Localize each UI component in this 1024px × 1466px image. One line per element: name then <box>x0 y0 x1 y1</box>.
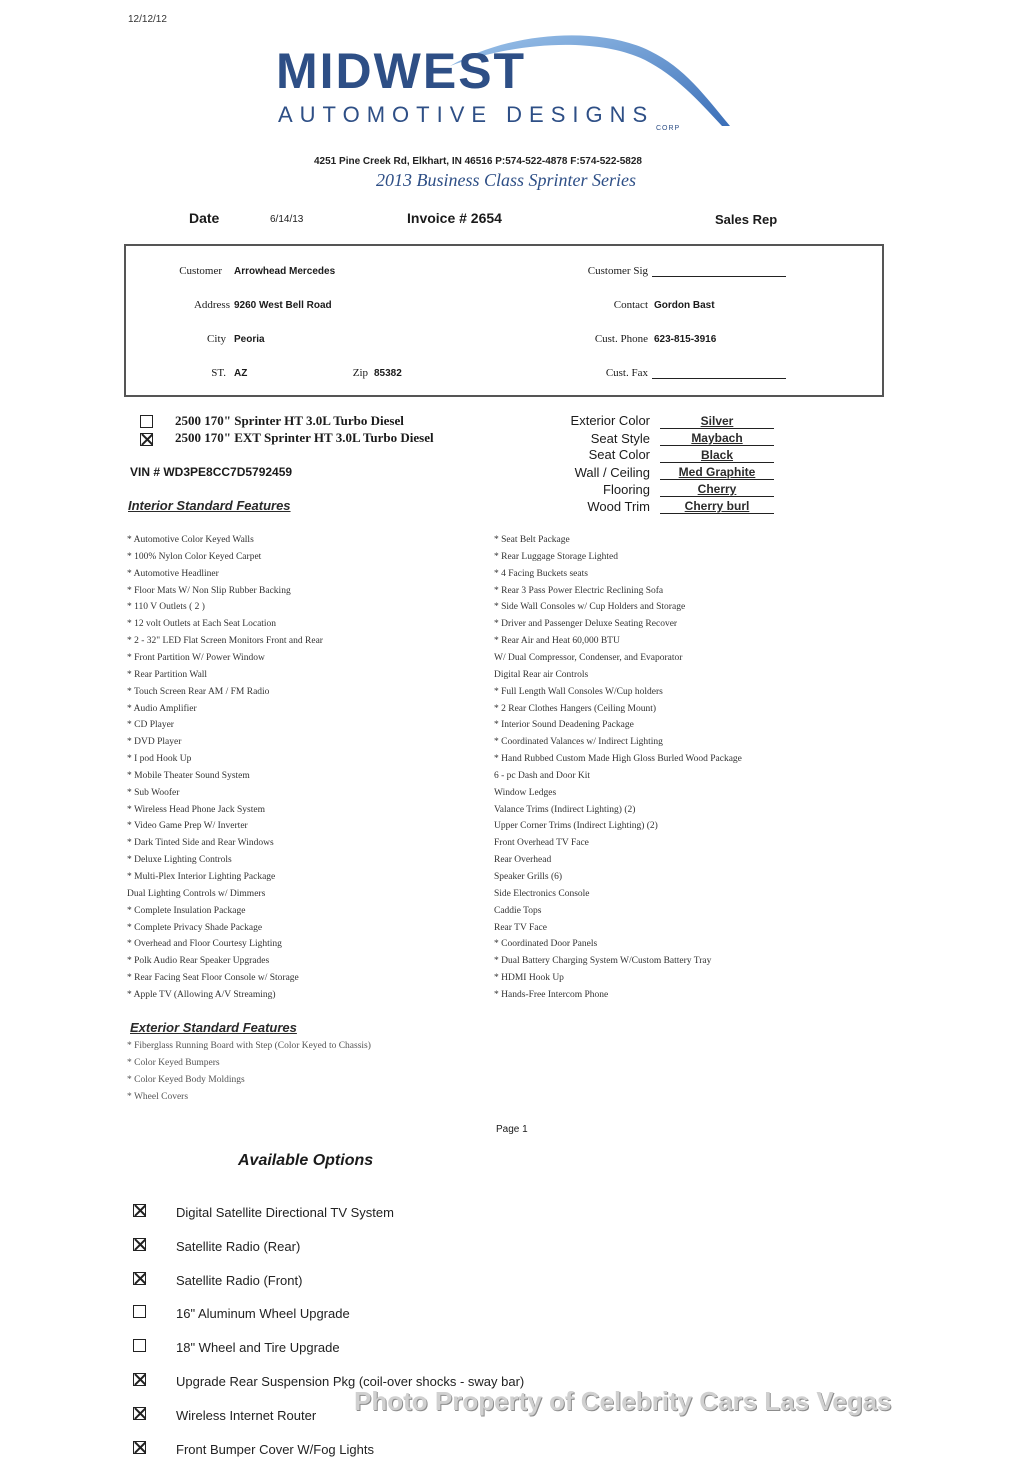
contact-label: Contact <box>613 299 648 311</box>
option-checkbox[interactable] <box>133 1272 146 1285</box>
interior-feature-item: * Rear Facing Seat Floor Console w/ Storage <box>127 973 299 984</box>
date-value: 6/14/13 <box>270 214 304 225</box>
interior-feature-item: Front Overhead TV Face <box>494 838 589 849</box>
exterior-feature-item: * Color Keyed Body Moldings <box>127 1075 245 1085</box>
option-label: 18" Wheel and Tire Upgrade <box>176 1340 340 1355</box>
interior-feature-item: 6 - pc Dash and Door Kit <box>494 770 591 781</box>
option-label: Upgrade Rear Suspension Pkg (coil-over shocks - sway bar) <box>176 1374 525 1389</box>
print-date: 12/12/12 <box>128 14 167 25</box>
interior-feature-item: * Video Game Prep W/ Inverter <box>127 821 248 832</box>
interior-feature-item: * Full Length Wall Consoles W/Cup holders <box>494 686 663 697</box>
interior-feature-item: * Driver and Passenger Deluxe Seating Recover <box>494 619 678 630</box>
wood-trim-label: Wood Trim <box>587 499 650 514</box>
interior-feature-item: * Overhead and Floor Courtesy Lighting <box>127 939 282 950</box>
company-address: 4251 Pine Creek Rd, Elkhart, IN 46516 P:574-522-4878 F:574-522-5828 <box>314 156 642 167</box>
interior-feature-item: W/ Dual Compressor, Condenser, and Evaporator <box>494 652 683 663</box>
interior-feature-item: * Coordinated Door Panels <box>494 939 598 950</box>
fax-line[interactable] <box>652 368 786 379</box>
interior-feature-item: * Sub Woofer <box>127 787 180 798</box>
interior-feature-item: * Deluxe Lighting Controls <box>127 855 232 866</box>
interior-feature-item: * 4 Facing Buckets seats <box>494 568 588 579</box>
option-checkbox[interactable] <box>133 1305 146 1318</box>
watermark: Photo Property of Celebrity Cars Las Vegas <box>354 1386 892 1416</box>
seat-style-label: Seat Style <box>590 431 650 446</box>
interior-section-title: Interior Standard Features <box>128 498 291 513</box>
phone-label: Cust. Phone <box>594 333 648 345</box>
customer-label: Customer <box>179 265 222 277</box>
interior-feature-item: * Hand Rubbed Custom Made High Gloss Burled Wood Package <box>494 754 742 765</box>
interior-feature-item: Window Ledges <box>494 787 557 798</box>
model-1-checkbox[interactable] <box>140 415 153 428</box>
sales-rep-label: Sales Rep <box>715 212 778 227</box>
exterior-feature-item: * Wheel Covers <box>127 1092 189 1102</box>
option-checkbox[interactable] <box>133 1441 146 1454</box>
interior-feature-item: Rear Overhead <box>494 855 552 866</box>
city-label: City <box>207 333 226 345</box>
contact-value: Gordon Bast <box>654 300 715 311</box>
interior-feature-item: * I pod Hook Up <box>127 754 192 765</box>
interior-feature-item: * Rear Partition Wall <box>127 669 208 680</box>
option-checkbox[interactable] <box>133 1204 146 1217</box>
option-checkbox[interactable] <box>133 1238 146 1251</box>
model-1-label: 2500 170" Sprinter HT 3.0L Turbo Diesel <box>175 413 404 428</box>
interior-feature-item: Digital Rear air Controls <box>494 669 589 680</box>
option-checkbox[interactable] <box>133 1339 146 1352</box>
logo-subtitle: AUTOMOTIVE DESIGNS <box>278 102 655 127</box>
interior-feature-item: * 110 V Outlets ( 2 ) <box>127 602 205 613</box>
interior-feature-item: * Rear 3 Pass Power Electric Reclining Sofa <box>494 585 664 596</box>
interior-feature-item: * Complete Insulation Package <box>127 905 246 916</box>
interior-feature-item: * Rear Air and Heat 60,000 BTU <box>494 636 620 647</box>
interior-feature-item: Caddie Tops <box>494 905 542 916</box>
invoice-number: Invoice # 2654 <box>407 210 502 226</box>
customer-value: Arrowhead Mercedes <box>234 266 336 277</box>
interior-feature-item: * Audio Amplifier <box>127 703 197 714</box>
interior-feature-item: * Complete Privacy Shade Package <box>127 922 263 933</box>
interior-feature-item: * 2 Rear Clothes Hangers (Ceiling Mount) <box>494 703 657 714</box>
flooring-label: Flooring <box>603 482 650 497</box>
interior-feature-item: Upper Corner Trims (Indirect Lighting) (2) <box>494 821 658 832</box>
address-value: 9260 West Bell Road <box>234 300 332 311</box>
phone-value: 623-815-3916 <box>654 334 717 345</box>
interior-feature-item: * Wireless Head Phone Jack System <box>127 804 265 815</box>
customer-sig-line[interactable] <box>652 266 786 277</box>
exterior-section-title: Exterior Standard Features <box>130 1020 297 1035</box>
option-label: Wireless Internet Router <box>176 1408 317 1423</box>
interior-feature-item: * 12 volt Outlets at Each Seat Location <box>127 619 277 630</box>
zip-label: Zip <box>352 367 368 379</box>
interior-feature-item: * Polk Audio Rear Speaker Upgrades <box>127 956 270 967</box>
interior-feature-item: * Interior Sound Deadening Package <box>494 720 634 731</box>
seat-color-value[interactable]: Black <box>660 448 774 463</box>
interior-feature-item: Speaker Grills (6) <box>494 872 563 882</box>
interior-feature-item: * Mobile Theater Sound System <box>127 770 250 781</box>
interior-feature-item: * Apple TV (Allowing A/V Streaming) <box>127 989 276 1000</box>
interior-feature-item: Side Electronics Console <box>494 888 590 899</box>
option-checkbox[interactable] <box>133 1407 146 1420</box>
wall-ceiling-value[interactable]: Med Graphite <box>660 465 774 480</box>
option-label: Satellite Radio (Rear) <box>176 1239 301 1254</box>
flooring-value[interactable]: Cherry <box>660 482 774 497</box>
interior-feature-item: * HDMI Hook Up <box>494 973 564 984</box>
state-label: ST. <box>211 367 226 379</box>
interior-feature-item: Dual Lighting Controls w/ Dimmers <box>127 888 266 899</box>
interior-feature-item: * Rear Luggage Storage Lighted <box>494 551 618 562</box>
vin-number: VIN # WD3PE8CC7D5792459 <box>130 465 293 479</box>
interior-feature-item: * Front Partition W/ Power Window <box>127 652 265 663</box>
exterior-color-label: Exterior Color <box>570 413 650 428</box>
interior-feature-item: * Touch Screen Rear AM / FM Radio <box>127 686 270 697</box>
option-checkbox[interactable] <box>133 1373 146 1386</box>
interior-feature-item: Rear TV Face <box>494 922 547 933</box>
fax-label: Cust. Fax <box>605 367 648 379</box>
series-title: 2013 Business Class Sprinter Series <box>376 170 637 190</box>
interior-feature-item: * Seat Belt Package <box>494 535 570 545</box>
seat-color-label: Seat Color <box>588 447 650 462</box>
model-2-label: 2500 170" EXT Sprinter HT 3.0L Turbo Diesel <box>175 430 434 445</box>
option-label: Satellite Radio (Front) <box>176 1273 303 1288</box>
exterior-feature-item: * Color Keyed Bumpers <box>127 1058 220 1068</box>
interior-feature-item: * Dark Tinted Side and Rear Windows <box>127 838 274 849</box>
exterior-feature-item: * Fiberglass Running Board with Step (Color Keyed to Chassis) <box>127 1041 371 1051</box>
logo-wordmark: MIDWEST <box>276 43 527 99</box>
customer-sig-label: Customer Sig <box>587 265 648 277</box>
interior-feature-item: * Automotive Headliner <box>127 568 219 579</box>
page-number: Page 1 <box>496 1124 528 1135</box>
wood-trim-value[interactable]: Cherry burl <box>660 499 774 514</box>
wall-ceiling-label: Wall / Ceiling <box>574 465 650 480</box>
option-label: Front Bumper Cover W/Fog Lights <box>176 1442 374 1457</box>
option-label: 16" Aluminum Wheel Upgrade <box>176 1306 350 1321</box>
interior-feature-item: * Dual Battery Charging System W/Custom Battery Tray <box>494 956 712 967</box>
interior-feature-item: Valance Trims (Indirect Lighting) (2) <box>494 804 636 815</box>
interior-feature-item: * CD Player <box>127 720 174 731</box>
options-title: Available Options <box>238 1152 374 1169</box>
address-label: Address <box>193 299 230 311</box>
interior-feature-item: * 100% Nylon Color Keyed Carpet <box>127 551 262 562</box>
interior-feature-item: * Automotive Color Keyed Walls <box>127 535 254 545</box>
zip-value: 85382 <box>374 368 402 379</box>
city-value: Peoria <box>234 334 265 345</box>
exterior-color-value[interactable]: Silver <box>660 414 774 429</box>
interior-feature-item: * Hands-Free Intercom Phone <box>494 989 609 1000</box>
option-label: Digital Satellite Directional TV System <box>176 1205 394 1220</box>
interior-feature-item: * Floor Mats W/ Non Slip Rubber Backing <box>127 585 291 596</box>
interior-feature-item: * Side Wall Consoles w/ Cup Holders and Storage <box>494 602 686 613</box>
interior-feature-item: * Multi-Plex Interior Lighting Package <box>127 872 276 882</box>
seat-style-value[interactable]: Maybach <box>660 431 774 446</box>
interior-feature-item: * 2 - 32" LED Flat Screen Monitors Front and Rear <box>127 636 323 647</box>
state-value: AZ <box>234 368 248 379</box>
logo-corp: CORP <box>656 125 681 132</box>
date-label: Date <box>189 210 220 226</box>
interior-feature-item: * DVD Player <box>127 737 182 748</box>
model-2-checkbox[interactable] <box>140 433 153 446</box>
interior-feature-item: * Coordinated Valances w/ Indirect Lighting <box>494 737 663 748</box>
